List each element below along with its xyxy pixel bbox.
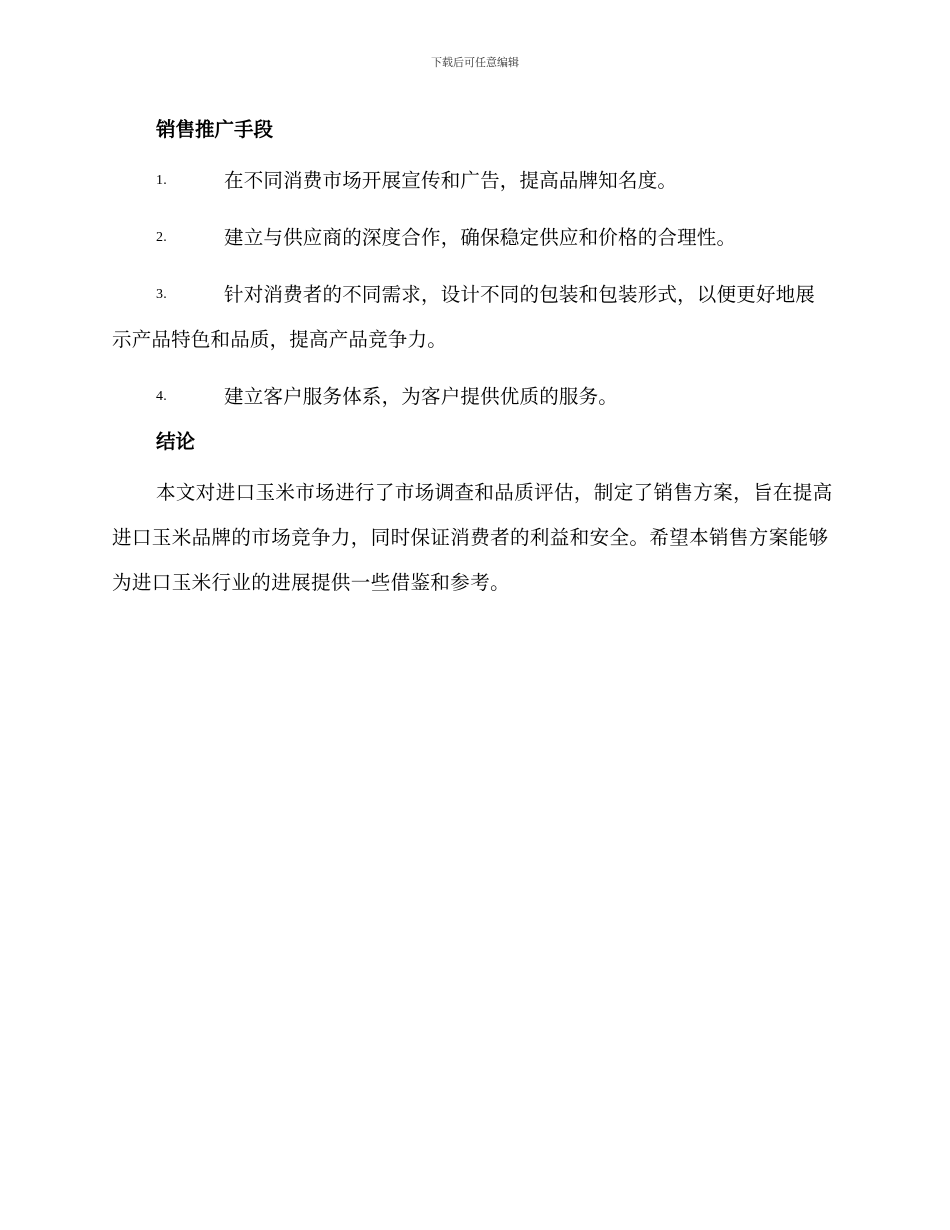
list-item-number: 4.	[156, 389, 167, 404]
list-item	[112, 272, 834, 362]
list-item	[112, 215, 834, 260]
list-item	[112, 374, 834, 419]
list-item-text: 针对消费者的不同需求，设计不同的包装和包装形式，以便更好地展示产品特色和品质，提高产品竞争力。	[112, 283, 816, 351]
document-body	[112, 110, 834, 605]
section-heading-promotion: 销售推广手段	[156, 118, 274, 141]
conclusion-paragraph: 本文对进口玉米市场进行了市场调查和品质评估，制定了销售方案，旨在提高进口玉米品牌的市场竞争力，同时保证消费者的利益和安全。希望本销售方案能够为进口玉米行业的进展提供一些借鉴和参考。	[112, 481, 833, 594]
list-item	[112, 158, 834, 203]
list-item-text: 建立与供应商的深度合作，确保稳定供应和价格的合理性。	[224, 226, 737, 249]
list-item-number: 1.	[156, 173, 167, 188]
list-item-text: 在不同消费市场开展宣传和广告，提高品牌知名度。	[224, 169, 678, 192]
list-item-number: 2.	[156, 230, 167, 245]
section-heading-conclusion: 结论	[156, 430, 196, 453]
header-note: 下载后可任意编辑	[431, 56, 519, 69]
list-item-text: 建立客户服务体系，为客户提供优质的服务。	[224, 385, 619, 408]
list-item-number: 3.	[156, 287, 167, 302]
